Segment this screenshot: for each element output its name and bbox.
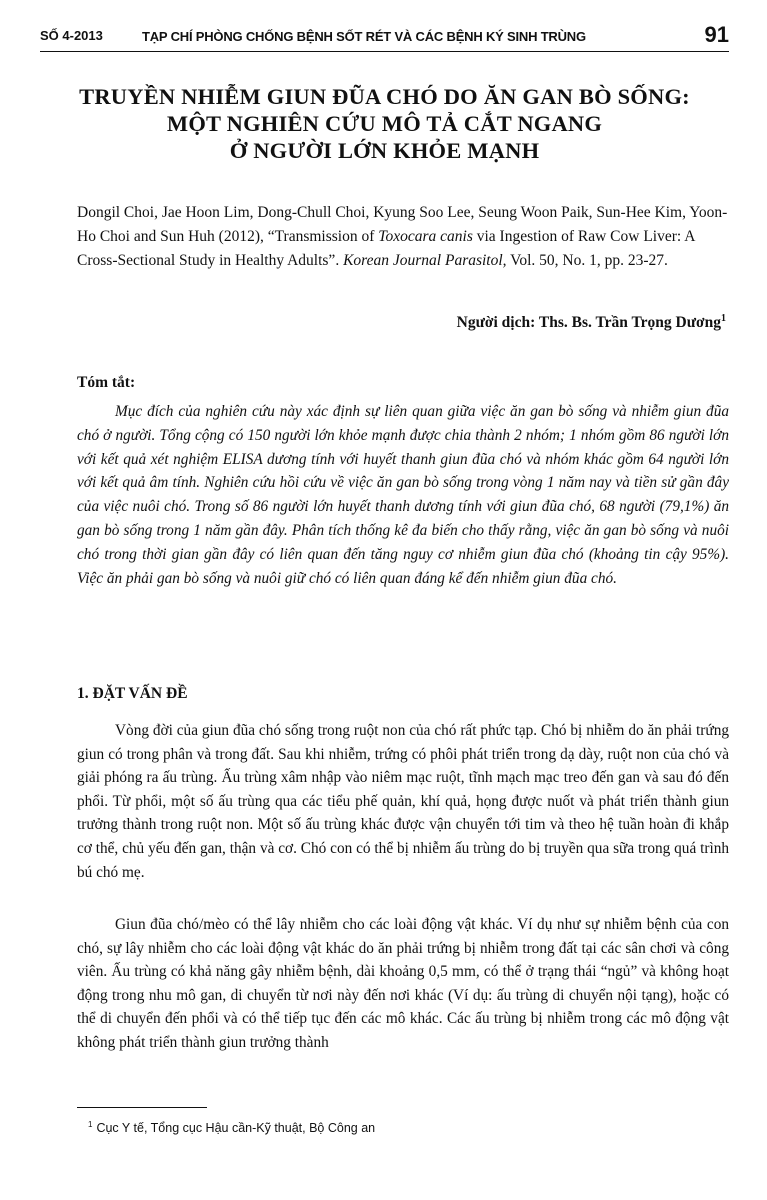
page-number: 91 <box>704 22 729 47</box>
translator-label: Người dịch: Ths. Bs. Trần Trọng Dương <box>456 314 721 332</box>
journal-name: TẠP CHÍ PHÒNG CHỐNG BỆNH SỐT RÉT VÀ CÁC BỆNH KÝ SINH TRÙNG <box>142 29 586 44</box>
citation-volume: Vol. 50, No. 1, pp. 23-27. <box>506 252 668 269</box>
body-paragraph: Giun đũa chó/mèo có thể lây nhiễm cho các loài động vật khác. Ví dụ như sự nhiễm bệnh của con chó, sự lây nhiễm cho các loài động vật khác do ăn phải trứng bị nhiễm trong đất tại các sân chơi và công viên. Ấu trùng có khả năng gây nhiễm bệnh, dài khoảng 0,5 mm, có thể ở trạng thái “ngủ” và không hoạt động trong nhu mô gan, di chuyển từ nơi này đến nơi khác (Ví dụ: ấu trùng di chuyển nội tạng), hoặc có thể di chuyển đến phổi và có thể tiếp tục đến các mô khác. Các ấu trùng bị nhiễm trong các mô động vật không phát triển thành giun trưởng thành <box>77 916 729 1051</box>
citation-journal: Korean Journal Parasitol, <box>343 252 507 269</box>
footnote <box>88 1120 375 1135</box>
header-rule <box>40 51 729 52</box>
article-title <box>40 83 729 164</box>
footnote-text: Cục Y tế, Tổng cục Hậu cần-Kỹ thuật, Bộ Công an <box>96 1121 376 1136</box>
translator-footnote-mark: 1 <box>721 313 726 324</box>
footnote-mark: 1 <box>88 1120 93 1129</box>
summary-heading: Tóm tắt: <box>77 374 136 391</box>
citation-title: via Ingestion of Raw Cow Liver: A Cross-Sectional Study in Healthy Adults”. <box>77 228 695 269</box>
translator <box>457 313 726 332</box>
title-line-1: TRUYỀN NHIỄM GIUN ĐŨA CHÓ DO ĂN GAN BÒ SỐNG: <box>79 84 690 109</box>
title-line-3: Ở NGƯỜI LỚN KHỎE MẠNH <box>229 138 540 163</box>
citation <box>77 201 729 273</box>
body-paragraph: Vòng đời của giun đũa chó sống trong ruột non của chó rất phức tạp. Chó bị nhiễm do ăn phải trứng giun có trong phân và trong đất. Sau khi nhiễm, trứng có phôi phát triển trong dạ dày, ruột non của chó và giải phóng ra ấu trùng. Ấu trùng xâm nhập vào niêm mạc ruột, tĩnh mạch mạc treo đến gan và sau đó đến phổi. Từ phổi, một số ấu trùng qua các tiểu phế quản, khí quả, họng được nuốt và phát triển thành giun trưởng thành trong ruột non. Một số ấu trùng khác được vận chuyển tới tim và theo hệ tuần hoàn đi khắp cơ thể, chủ yếu đến gan, thận và cơ. Chó con có thể bị nhiễm ấu trùng do bị truyền qua sữa trong quá trình bú chó mẹ. <box>77 722 729 881</box>
citation-authors: Dongil Choi, Jae Hoon Lim, Dong-Chull Choi, Kyung Soo Lee, Seung Woon Paik, Sun-Hee Kim, Yoon-Ho Choi and Sun Huh (2012), “Transmission of <box>77 204 728 245</box>
section-heading: 1. ĐẶT VẤN ĐỀ <box>77 685 188 702</box>
footnote-rule <box>77 1107 207 1108</box>
summary-text: Mục đích của nghiên cứu này xác định sự liên quan giữa việc ăn gan bò sống và nhiễm giun đũa chó ở người. Tổng cộng có 150 người lớn khỏe mạnh được chia thành 2 nhóm; 1 nhóm gồm 86 người lớn với kết quả xét nghiệm ELISA dương tính với huyết thanh giun đũa chó và nhóm khác gồm 64 người lớn với kết quả âm tính. Nghiên cứu hồi cứu về việc ăn gan bò sống trong vòng 1 năm nay và tiền sử gần đây của việc nuôi chó. Trong số 86 người lớn huyết thanh dương tính với giun đũa chó, 68 người (79,1%) ăn gan bò sống trong 1 năm gần đây. Phân tích thống kê đa biến cho thấy rằng, việc ăn gan bò sống và nuôi chó trong thời gian gần đây có liên quan đến tăng nguy cơ nhiễm giun đũa chó (khoảng tin cậy 95%). Việc ăn phải gan bò sống và nuôi giữ chó có liên quan đáng kể đến nhiễm giun đũa chó. <box>77 403 729 587</box>
running-header <box>40 22 729 50</box>
citation-species: Toxocara canis <box>378 228 473 245</box>
issue-number: SỐ 4-2013 <box>40 28 103 43</box>
title-line-2: MỘT NGHIÊN CỨU MÔ TẢ CẮT NGANG <box>166 111 603 136</box>
